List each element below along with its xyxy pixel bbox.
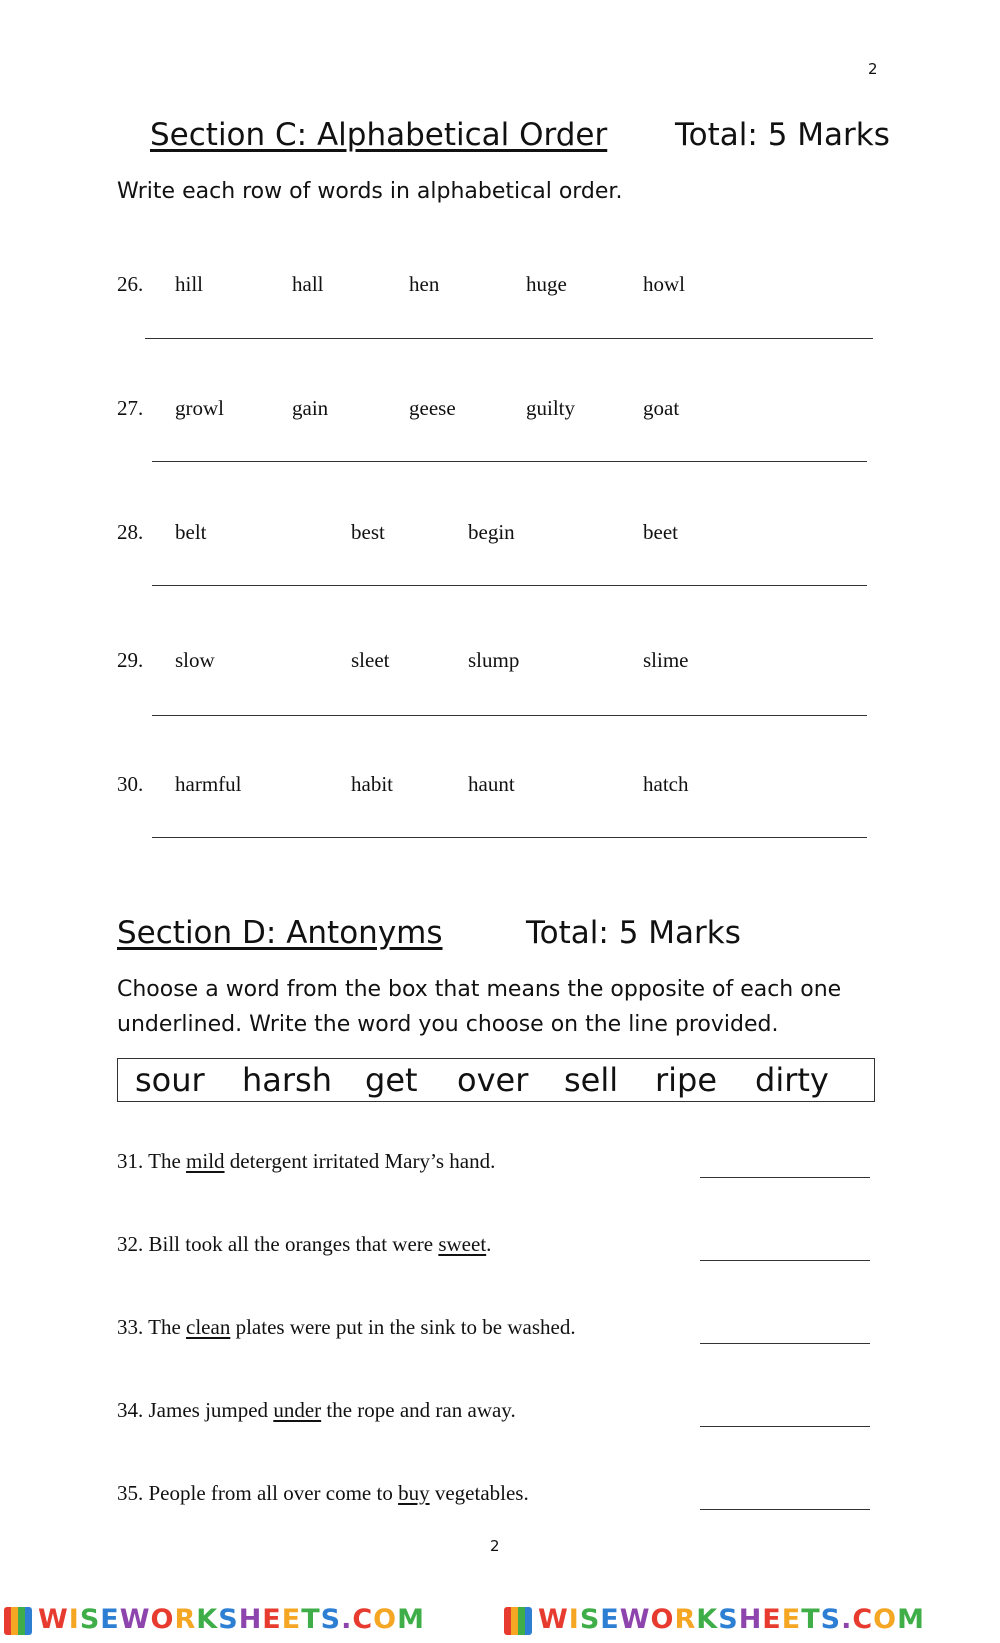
antonym-question: 33. The clean plates were put in the sink to be washed. bbox=[117, 1315, 576, 1339]
section-c-instruction: Write each row of words in alphabetical order. bbox=[117, 179, 623, 204]
answer-line[interactable] bbox=[700, 1508, 870, 1510]
section-c-total: Total: 5 Marks bbox=[675, 117, 890, 153]
answer-line[interactable] bbox=[152, 714, 867, 716]
row-word: begin bbox=[468, 520, 515, 544]
row-number: 28. bbox=[117, 520, 144, 544]
brand-logo-icon bbox=[4, 1607, 32, 1635]
underlined-word: clean bbox=[186, 1315, 231, 1339]
underlined-word: under bbox=[273, 1398, 322, 1422]
answer-line[interactable] bbox=[152, 460, 867, 462]
row-word: haunt bbox=[468, 772, 515, 796]
box-word: over bbox=[457, 1061, 529, 1099]
row-word: hill bbox=[175, 272, 204, 296]
footer-brand-strip bbox=[0, 1600, 1000, 1640]
row-word: habit bbox=[351, 772, 393, 796]
section-d-title: Section D: Antonyms bbox=[117, 915, 443, 951]
section-c-title: Section C: Alphabetical Order bbox=[150, 117, 608, 153]
answer-line[interactable] bbox=[152, 836, 867, 838]
box-word: sour bbox=[135, 1061, 205, 1099]
antonym-question: 32. Bill took all the oranges that were sweet. bbox=[117, 1232, 492, 1256]
answer-line[interactable] bbox=[152, 584, 867, 586]
row-word: hatch bbox=[643, 772, 689, 796]
underlined-word: sweet bbox=[438, 1232, 487, 1256]
page-number-top: 2 bbox=[868, 60, 878, 78]
row-word: gain bbox=[292, 396, 329, 420]
antonym-question: 34. James jumped under the rope and ran away. bbox=[117, 1398, 516, 1422]
row-word: harmful bbox=[175, 772, 242, 796]
row-word: belt bbox=[175, 520, 207, 544]
row-word: goat bbox=[643, 396, 680, 420]
answer-line[interactable] bbox=[700, 1425, 870, 1427]
row-number: 26. bbox=[117, 272, 144, 296]
page-number-bottom: 2 bbox=[490, 1537, 500, 1555]
answer-line[interactable] bbox=[700, 1342, 870, 1344]
underlined-word: buy bbox=[398, 1481, 430, 1505]
answer-line[interactable] bbox=[700, 1176, 870, 1178]
row-word: hall bbox=[292, 272, 324, 296]
row-word: slime bbox=[643, 648, 689, 672]
box-word: harsh bbox=[242, 1061, 332, 1099]
underlined-word: mild bbox=[186, 1149, 225, 1173]
box-word: get bbox=[365, 1061, 418, 1099]
row-word: sleet bbox=[351, 648, 390, 672]
row-word: howl bbox=[643, 272, 685, 296]
row-word: slump bbox=[468, 648, 520, 672]
row-word: geese bbox=[409, 396, 456, 420]
row-word: growl bbox=[175, 396, 224, 420]
section-d-instruction-line2: underlined. Write the word you choose on the line provided. bbox=[117, 1012, 779, 1037]
antonym-question: 31. The mild detergent irritated Mary’s hand. bbox=[117, 1149, 496, 1173]
section-d-total: Total: 5 Marks bbox=[526, 915, 741, 951]
row-number: 30. bbox=[117, 772, 144, 796]
row-number: 27. bbox=[117, 396, 144, 420]
row-number: 29. bbox=[117, 648, 144, 672]
brand-logo[interactable] bbox=[504, 1604, 994, 1636]
brand-text: WISEWORKSHEETS.COM bbox=[538, 1604, 925, 1635]
row-word: huge bbox=[526, 272, 567, 296]
brand-logo-icon bbox=[504, 1607, 532, 1635]
brand-logo[interactable] bbox=[4, 1604, 494, 1636]
row-word: guilty bbox=[526, 396, 576, 420]
word-box bbox=[117, 1058, 875, 1102]
answer-line[interactable] bbox=[145, 337, 873, 339]
row-word: beet bbox=[643, 520, 678, 544]
box-word: ripe bbox=[655, 1061, 718, 1099]
antonym-question: 35. People from all over come to buy vegetables. bbox=[117, 1481, 529, 1505]
box-word: dirty bbox=[755, 1061, 829, 1099]
section-d-instruction-line1: Choose a word from the box that means the opposite of each one bbox=[117, 977, 842, 1002]
answer-line[interactable] bbox=[700, 1259, 870, 1261]
brand-text: WISEWORKSHEETS.COM bbox=[38, 1604, 425, 1635]
row-word: hen bbox=[409, 272, 440, 296]
box-word: sell bbox=[564, 1061, 619, 1099]
row-word: slow bbox=[175, 648, 215, 672]
row-word: best bbox=[351, 520, 385, 544]
